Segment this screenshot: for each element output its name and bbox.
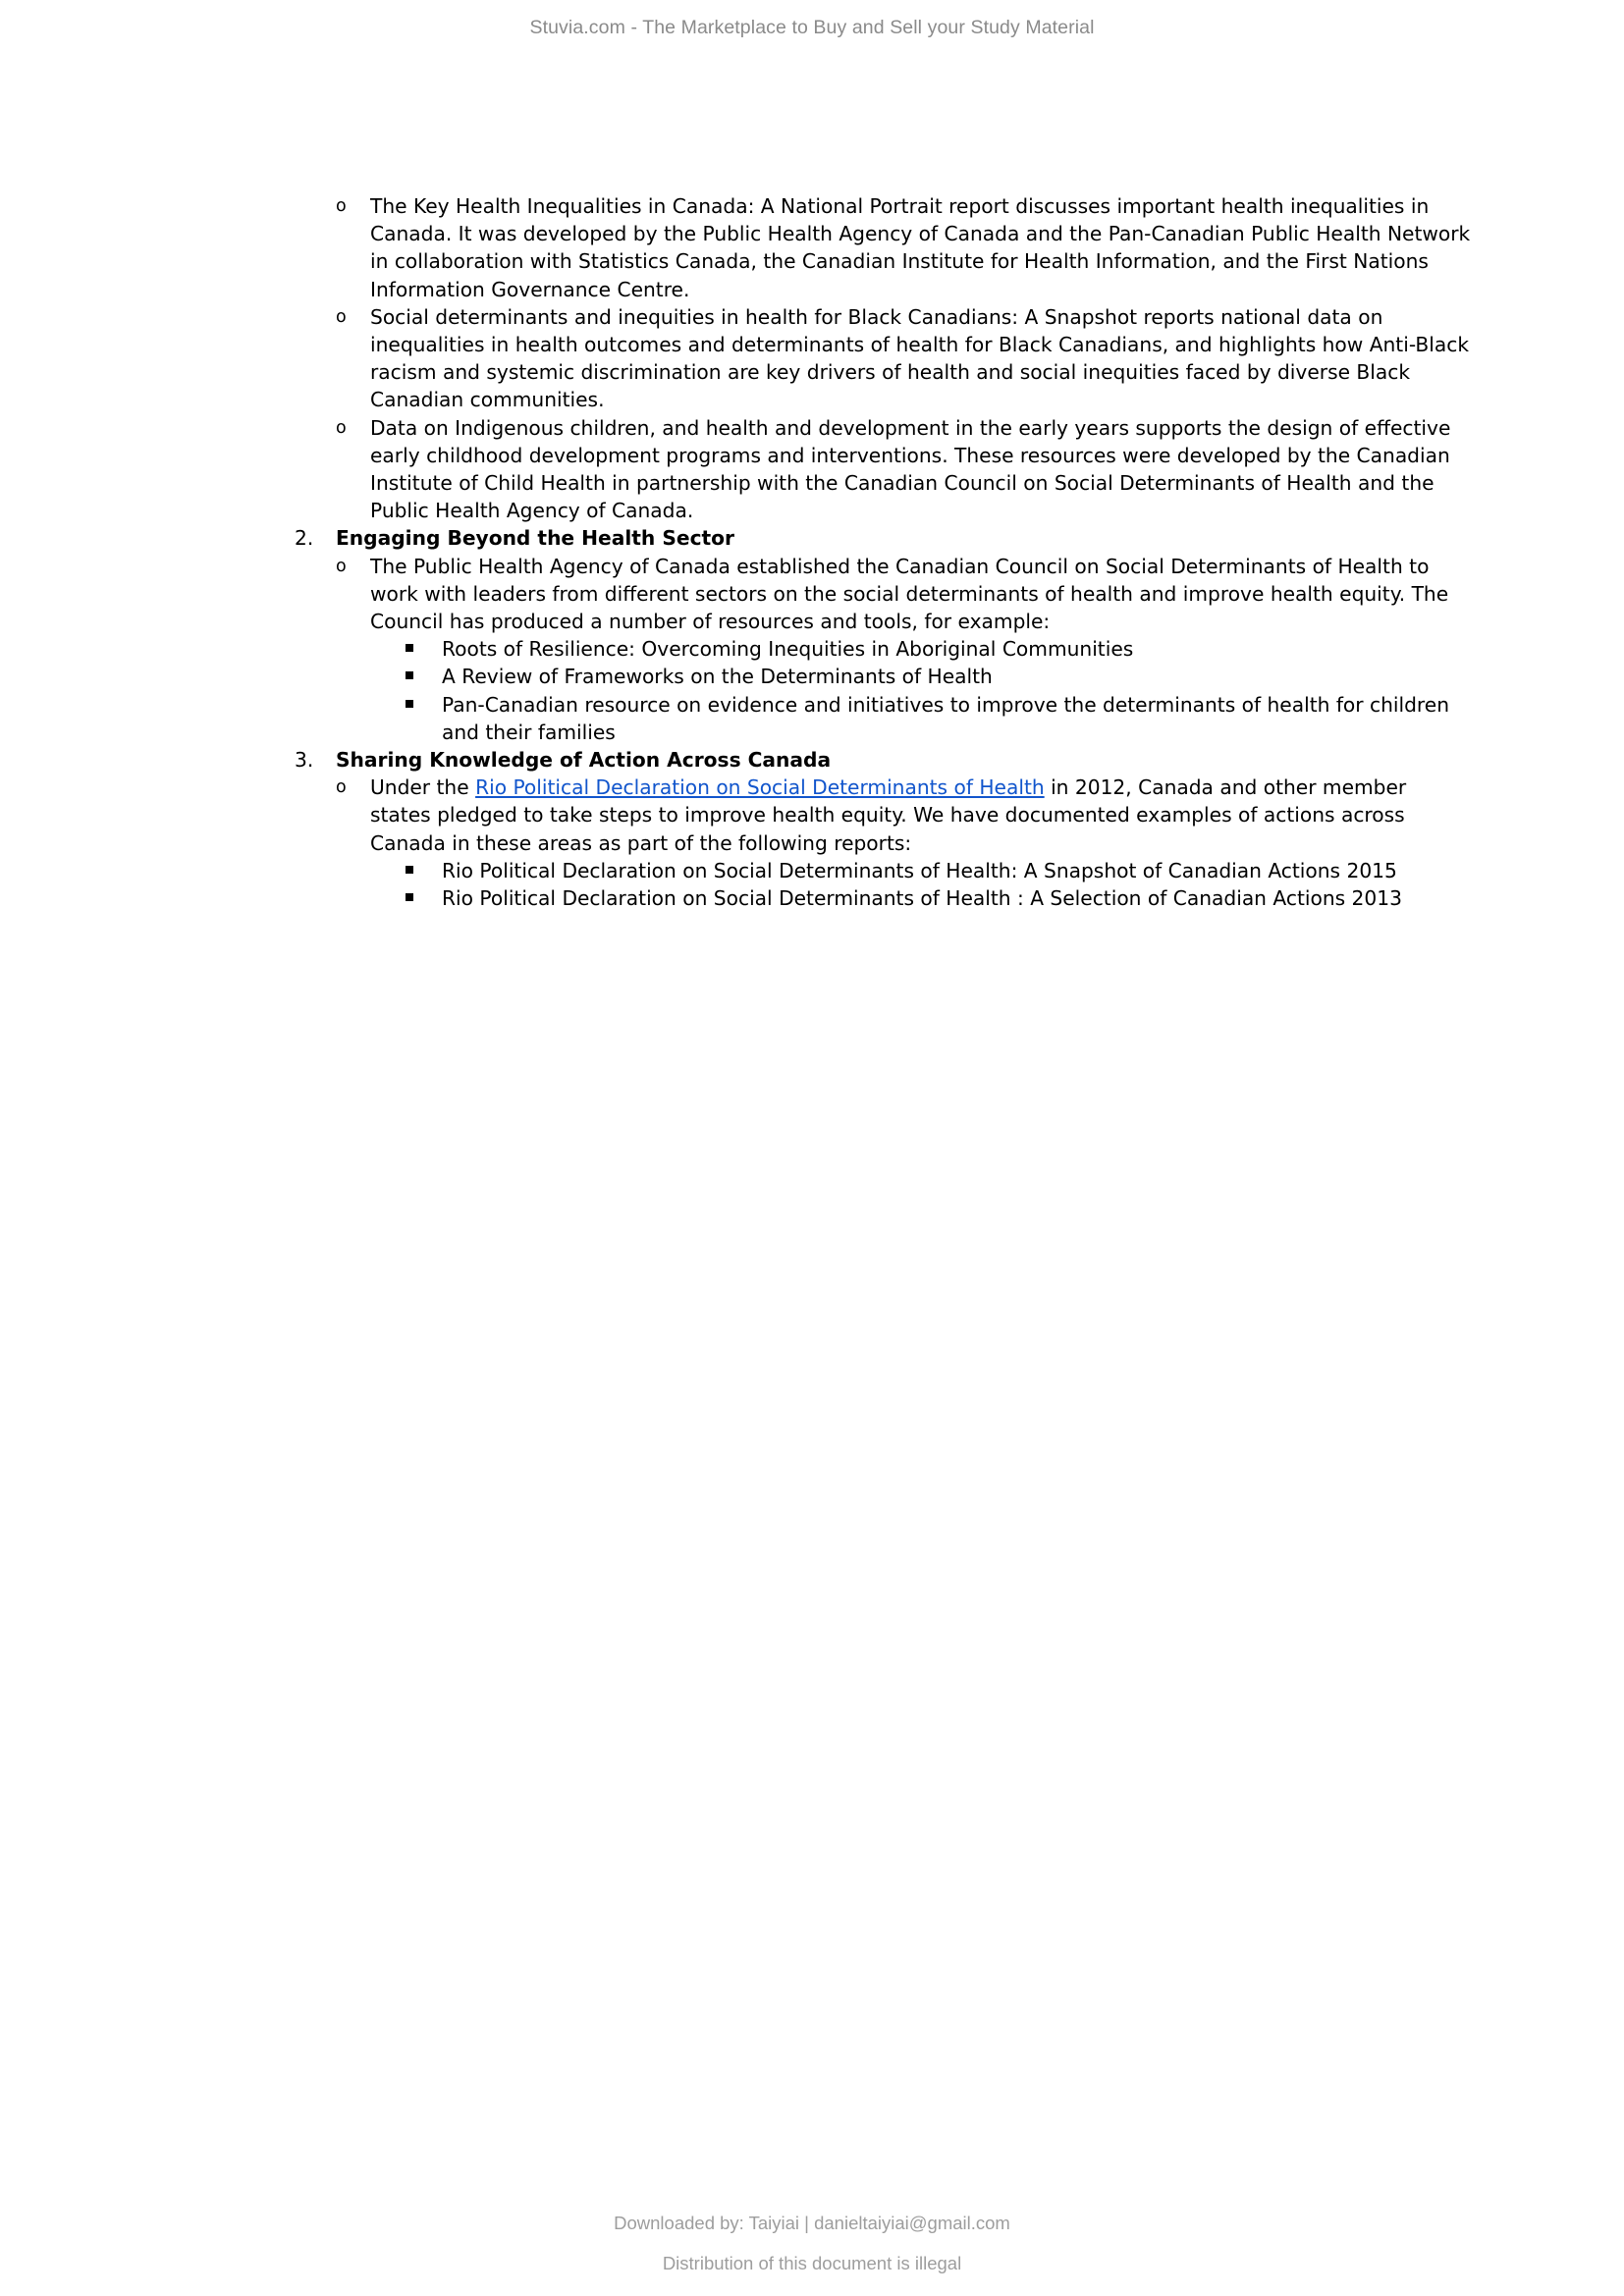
section-heading-3 xyxy=(291,746,1473,774)
section-title: Engaging Beyond the Health Sector xyxy=(336,526,735,551)
footer-distribution-notice: Distribution of this document is illegal xyxy=(662,2253,962,2273)
list-item-text: Rio Political Declaration on Social Determinants of Health : A Selection of Canadian Actions 2013 xyxy=(442,886,1402,911)
list-item-text: Data on Indigenous children, and health and development in the early years supports the design of effective early childhood development programs and interventions. These resources were developed by the Canadian Institute of Child Health in partnership with the Canadian Council on Social Determinants of Health and the Public Health Agency of Canada. xyxy=(370,415,1451,523)
list-item-text: The Key Health Inequalities in Canada: A National Portrait report discusses important health inequalities in Canada. It was developed by the Public Health Agency of Canada and the Pan-Canadian Public Health Network in collaboration with Statistics Canada, the Canadian Institute for Health Information, and the First Nations Information Governance Centre. xyxy=(370,194,1471,301)
list-item xyxy=(336,414,1473,525)
text-suffix: in 2012, Canada and other member states pledged to take steps to improve health equity. We have documented examples of actions across Canada in these areas as part of the following reports: xyxy=(370,775,1407,855)
stuvia-watermark-header: Stuvia.com - The Marketplace to Buy and Sell your Study Material xyxy=(529,17,1095,38)
list-item xyxy=(336,774,1473,857)
footer-downloaded-by: Downloaded by: Taiyiai | danieltaiyiai@gmail.com xyxy=(614,2213,1010,2233)
top-bullet-list xyxy=(291,192,1473,524)
list-item-text: Pan-Canadian resource on evidence and initiatives to improve the determinants of health for children and their families xyxy=(442,692,1449,744)
circle-bullet-icon: o xyxy=(336,777,347,798)
list-item xyxy=(406,691,1473,746)
list-item-text xyxy=(370,774,1473,857)
square-bullet-icon xyxy=(406,663,442,690)
square-bullet-icon xyxy=(406,691,442,719)
list-item-text: Rio Political Declaration on Social Determinants of Health: A Snapshot of Canadian Actions 2015 xyxy=(442,858,1397,882)
circle-bullet-icon: o xyxy=(336,306,347,327)
list-item xyxy=(406,884,1473,912)
list-item-text: Social determinants and inequities in health for Black Canadians: A Snapshot reports national data on inequalities in health outcomes and determinants of health for Black Canadians, and highlights how Anti-Black racism and systemic discrimination are key drivers of health and social inequities faced by diverse Black Canadian communities. xyxy=(370,304,1470,412)
list-item xyxy=(336,553,1473,636)
list-item xyxy=(336,303,1473,414)
section-title: Sharing Knowledge of Action Across Canada xyxy=(336,748,832,773)
circle-bullet-icon: o xyxy=(336,196,347,216)
circle-bullet-icon: o xyxy=(336,417,347,438)
list-item-text: The Public Health Agency of Canada established the Canadian Council on Social Determinants of Health to work with leaders from different sectors on the social determinants of health and improve health equity. The Council has produced a number of resources and tools, for example: xyxy=(370,554,1449,634)
rio-declaration-link[interactable]: Rio Political Declaration on Social Determinants of Health xyxy=(475,775,1045,800)
square-bullet-icon xyxy=(406,857,442,884)
square-bullet-icon xyxy=(406,635,442,663)
list-item xyxy=(406,857,1473,884)
section-heading-2 xyxy=(291,524,1473,552)
list-item xyxy=(406,635,1473,663)
document-content xyxy=(291,192,1473,912)
list-item-text: Roots of Resilience: Overcoming Inequities in Aboriginal Communities xyxy=(442,637,1134,662)
list-item xyxy=(406,663,1473,690)
circle-bullet-icon: o xyxy=(336,556,347,576)
section-number: 2. xyxy=(295,526,314,551)
square-bullet-icon xyxy=(406,884,442,912)
list-item-text: A Review of Frameworks on the Determinants of Health xyxy=(442,665,993,689)
list-item xyxy=(336,192,1473,303)
text-prefix: Under the xyxy=(370,775,476,800)
section-number: 3. xyxy=(295,748,314,773)
